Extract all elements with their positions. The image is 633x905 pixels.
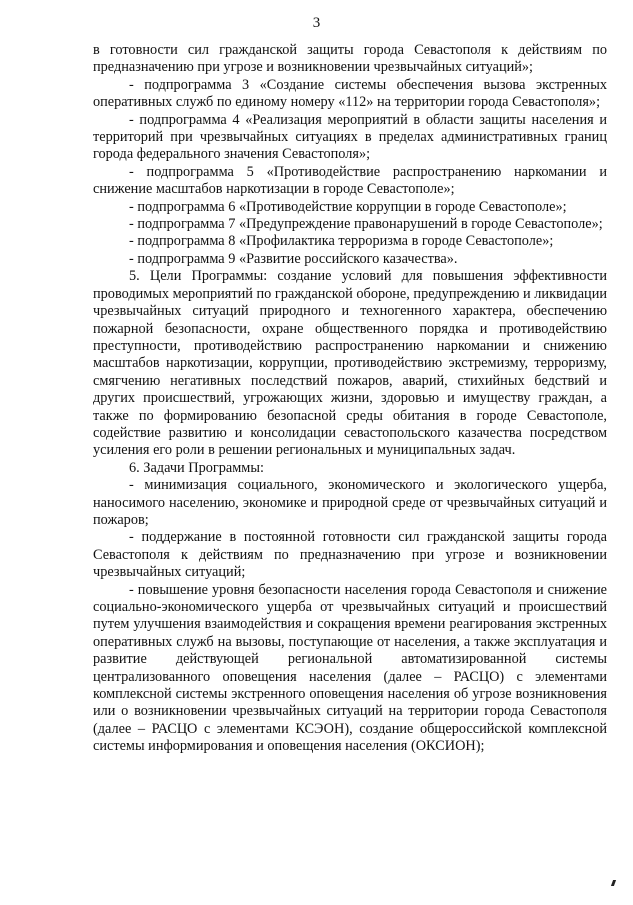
list-item-subprogram-7: - подпрограмма 7 «Предупреждение правонарушений в городе Севастополе»; (129, 216, 603, 233)
list-item-subprogram-4: - подпрограмма 4 «Реализация мероприятий в области защиты населения и территорий при чрезвычайных ситуациях в пределах административных границ города федерального значения Севастополя»; (93, 111, 607, 163)
list-item-subprogram-9: - подпрограмма 9 «Развитие российского казачества». (129, 250, 458, 267)
list-item-subprogram-8: - подпрограмма 8 «Профилактика терроризма в городе Севастополе»; (129, 233, 554, 250)
list-item-task-2: - поддержание в постоянной готовности сил гражданской защиты города Севастополя к действиям по предназначению при угрозе и возникновении чрезвычайных ситуаций; (93, 529, 607, 581)
document-body (93, 42, 607, 756)
section-5-program-goals: 5. Цели Программы: создание условий для повышения эффективности проводимых мероприятий по гражданской обороне, предупреждению и ликвидации чрезвычайных ситуаций природного и техногенного характера, обеспечению пожарной безопасности, охране общественного порядка и противодействию преступности, противодействию распространению наркомании и снижению масштабов наркотизации, коррупции, противодействию экстремизму, терроризму, смягчению негативных последствий пожаров, аварий, стихийных бедствий и других происшествий, угрожающих жизни, здоровью и имуществу граждан, а также по формированию безопасной среды обитания в городе Севастополе, содействие развитию и консолидации севастопольского казачества посредством усиления его роли в решении региональных и муниципальных задач. (93, 268, 607, 459)
list-item-task-1: - минимизация социального, экономического и экологического ущерба, наносимого населению, экономике и природной среде от чрезвычайных ситуаций и пожаров; (93, 477, 607, 528)
scan-mark (611, 880, 616, 886)
list-item-subprogram-5: - подпрограмма 5 «Противодействие распространению наркомании и снижение масштабов наркотизации в городе Севастополе»; (93, 163, 607, 198)
page-number: 3 (312, 15, 321, 31)
list-item-task-3: - повышение уровня безопасности населения города Севастополя и снижение социально-экономического ущерба от чрезвычайных ситуаций и происшествий путем улучшения взаимодействия и сокращения времени реагирования экстренных оперативных служб на вызовы, поступающие от населения, а также эксплуатация и развитие действующей региональной автоматизированной системы централизованного оповещения населения (далее – РАСЦО) с элементами комплексной системы экстренного оповещения населения об угрозе возникновения или о возникновении чрезвычайных ситуаций на территории города Севастополя (далее – РАСЦО с элементами КСЭОН), создание общероссийской комплексной системы информирования и оповещения населения (ОКСИОН); (93, 581, 607, 755)
list-item-subprogram-6: - подпрограмма 6 «Противодействие коррупции в городе Севастополе»; (129, 198, 567, 215)
paragraph-continuation: в готовности сил гражданской защиты города Севастополя к действиям по предназначению при угрозе и возникновении чрезвычайных ситуаций»; (93, 42, 607, 76)
section-6-program-tasks-heading: 6. Задачи Программы: (129, 459, 264, 476)
list-item-subprogram-3: - подпрограмма 3 «Создание системы обеспечения вызова экстренных оперативных служб по единому номеру «112» на территории города Севастополя»; (93, 76, 607, 111)
